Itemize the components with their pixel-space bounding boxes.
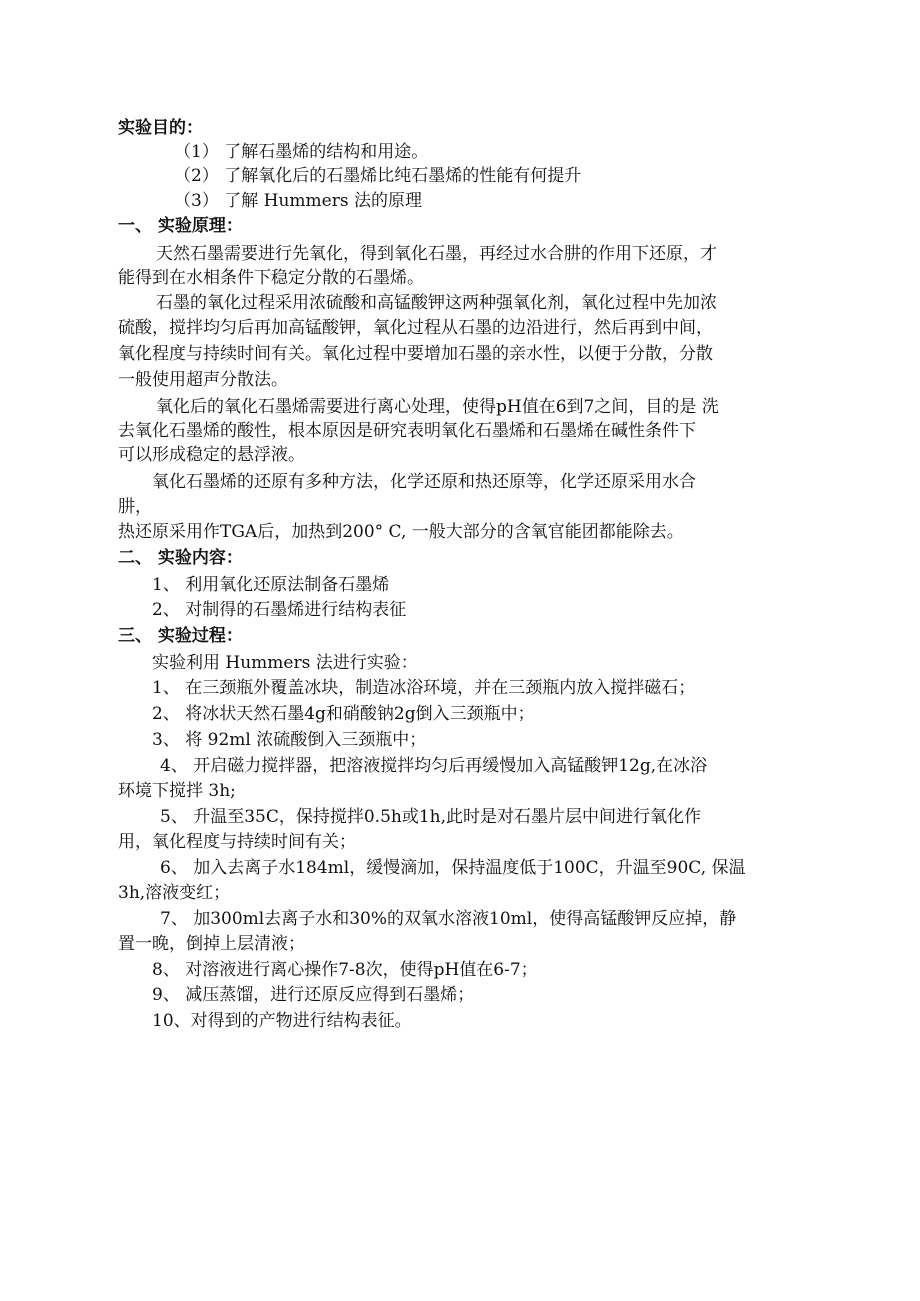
process-step-6: 6、 加入去离子水184ml，缓慢滴加，保持温度低于100C，升温至90C, 保温 bbox=[160, 858, 746, 878]
principle-line: 去氧化石墨烯的酸性，根本原因是研究表明氧化石墨烯和石墨烯在碱性条件下 bbox=[118, 421, 696, 441]
process-step-6-cont: 3h,溶液变红； bbox=[118, 883, 231, 903]
principle-line: 可以形成稳定的悬浮液。 bbox=[118, 445, 305, 465]
process-step-4: 4、 开启磁力搅拌器，把溶液搅拌均匀后再缓慢加入高锰酸钾12g,在冰浴 bbox=[160, 756, 708, 776]
process-intro: 实验利用 Hummers 法进行实验： bbox=[152, 653, 418, 673]
process-step-5: 5、 升温至35C，保持搅拌0.5h或1h,此时是对石墨片层中间进行氧化作 bbox=[160, 807, 702, 827]
principle-line: 硫酸，搅拌均匀后再加高锰酸钾，氧化过程从石墨的边沿进行，然后再到中间， bbox=[118, 318, 713, 338]
principle-line: 氧化石墨烯的还原有多种方法，化学还原和热还原等，化学还原采用水合 bbox=[152, 472, 696, 492]
principle-line: 氧化后的氧化石墨烯需要进行离心处理，使得pH值在6到7之间，目的是 洗 bbox=[156, 397, 719, 417]
principle-line: 热还原采用作TGA后，加热到200° C, 一般大部分的含氧官能团都能除去。 bbox=[118, 522, 684, 542]
principle-heading: 一、 实验原理： bbox=[118, 216, 243, 236]
process-heading: 三、 实验过程： bbox=[118, 626, 243, 646]
process-step-8: 8、 对溶液进行离心操作7-8次，使得pH值在6-7； bbox=[152, 960, 538, 980]
objective-item-1: （1） 了解石墨烯的结构和用途。 bbox=[174, 142, 429, 162]
process-step-5-cont: 用，氧化程度与持续时间有关； bbox=[118, 832, 356, 852]
process-step-4-cont: 环境下搅拌 3h; bbox=[118, 781, 236, 801]
process-step-2: 2、 将冰状天然石墨4g和硝酸钠2g倒入三颈瓶中； bbox=[152, 704, 535, 724]
process-step-10: 10、对得到的产物进行结构表征。 bbox=[152, 1011, 412, 1031]
process-step-9: 9、 减压蒸馏，进行还原反应得到石墨烯； bbox=[152, 985, 475, 1005]
principle-line: 肼， bbox=[118, 497, 152, 517]
process-step-7-cont: 置一晚，倒掉上层清液； bbox=[118, 934, 305, 954]
content-heading: 二、 实验内容： bbox=[118, 548, 243, 568]
objective-heading: 实验目的： bbox=[118, 118, 203, 138]
principle-line: 一般使用超声分散法。 bbox=[118, 370, 288, 390]
principle-line: 氧化程度与持续时间有关。氧化过程中要增加石墨的亲水性，以便于分散，分散 bbox=[118, 344, 713, 364]
principle-line: 能得到在水相条件下稳定分散的石墨烯。 bbox=[118, 268, 424, 288]
process-step-7: 7、 加300ml去离子水和30%的双氧水溶液10ml，使得高锰酸钾反应掉，静 bbox=[160, 909, 737, 929]
principle-line: 天然石墨需要进行先氧化，得到氧化石墨，再经过水合肼的作用下还原，才 bbox=[156, 244, 717, 264]
objective-item-3: （3） 了解 Hummers 法的原理 bbox=[174, 191, 422, 211]
content-item-2: 2、 对制得的石墨烯进行结构表征 bbox=[152, 600, 407, 620]
process-step-1: 1、 在三颈瓶外覆盖冰块，制造冰浴环境，并在三颈瓶内放入搅拌磁石； bbox=[152, 678, 696, 698]
principle-line: 石墨的氧化过程采用浓硫酸和高锰酸钾这两种强氧化剂，氧化过程中先加浓 bbox=[156, 293, 717, 313]
content-item-1: 1、 利用氧化还原法制备石墨烯 bbox=[152, 575, 390, 595]
process-step-3: 3、 将 92ml 浓硫酸倒入三颈瓶中； bbox=[152, 730, 427, 750]
objective-item-2: （2） 了解氧化后的石墨烯比纯石墨烯的性能有何提升 bbox=[174, 166, 582, 186]
